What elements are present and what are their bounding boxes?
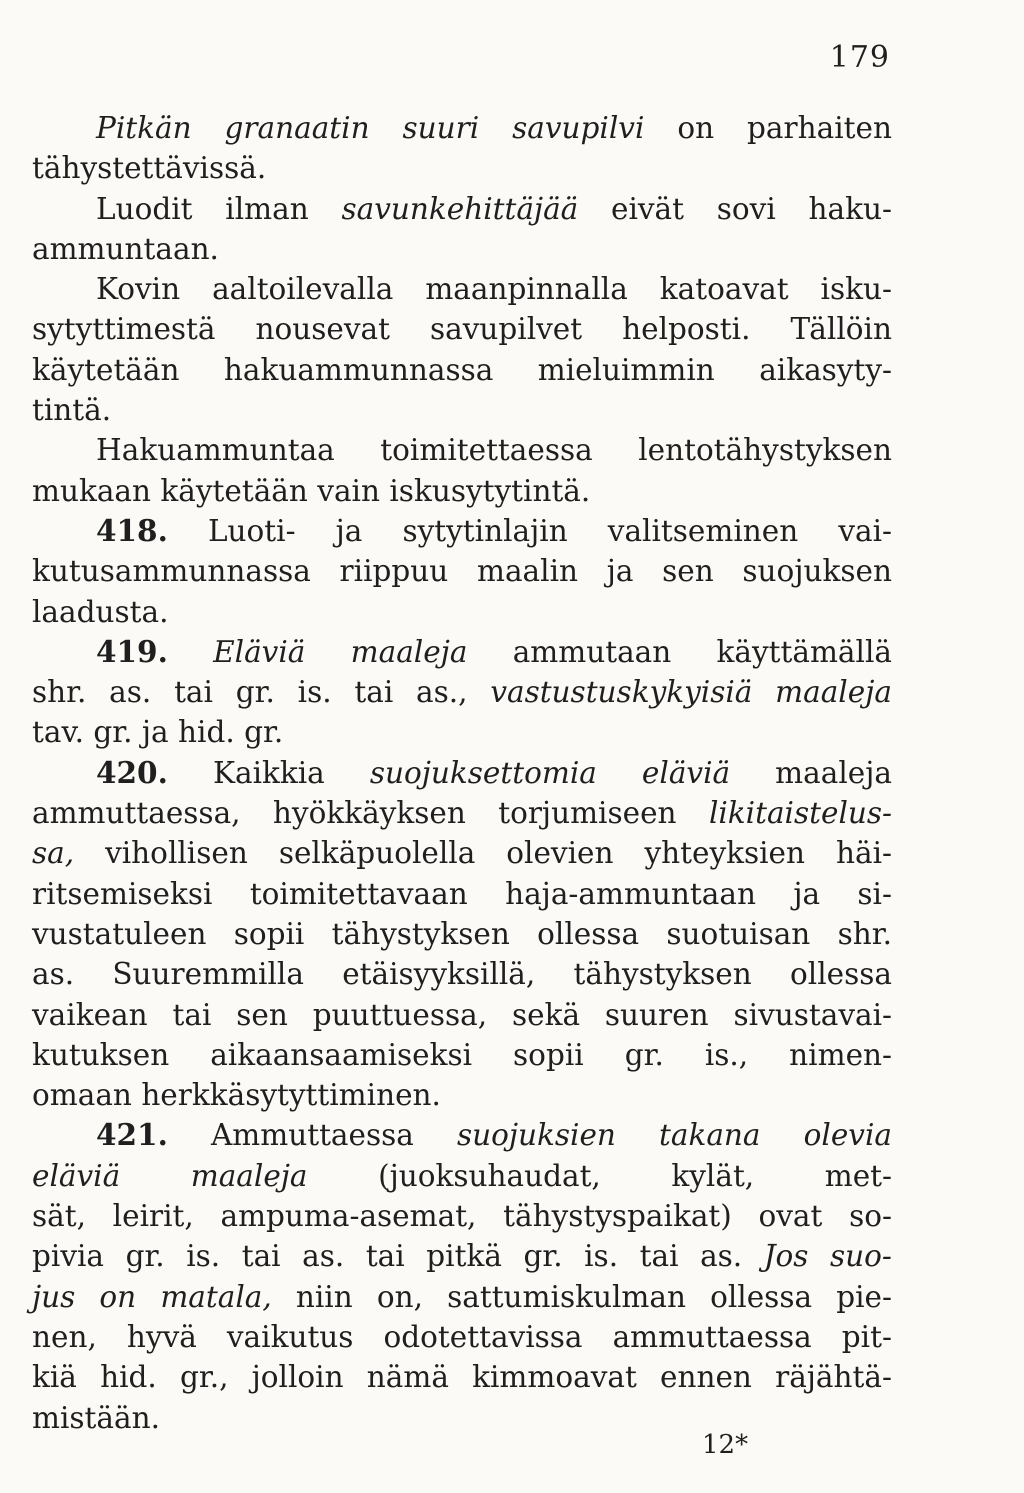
text-line: [32, 1115, 892, 1155]
text-line: [32, 874, 892, 914]
word: suojuksien: [456, 1118, 616, 1153]
word: aikasyty-: [759, 352, 892, 387]
word: lentotähystyksen: [638, 433, 892, 468]
text-line: [32, 793, 892, 833]
word: maaleja: [775, 755, 892, 790]
word: as.: [302, 1239, 345, 1274]
word: hid.: [178, 715, 235, 750]
word: nousevat: [255, 312, 390, 347]
word: ja: [606, 554, 634, 589]
word: shr.: [32, 675, 87, 710]
word: vaikean: [32, 997, 148, 1032]
word: Kovin: [96, 272, 181, 307]
word: suuri: [402, 111, 480, 145]
word: omaan: [32, 1078, 132, 1113]
word: vain: [317, 473, 380, 508]
word: on: [99, 1279, 137, 1314]
word: sytytinlajin: [402, 513, 568, 548]
word: jolloin: [251, 1360, 344, 1395]
text-line: [32, 189, 892, 229]
word: suojuksettomia: [369, 755, 597, 790]
word: savupilvi: [512, 111, 645, 145]
text-line: [32, 1196, 892, 1236]
text-line: [32, 1398, 892, 1438]
word: ja: [141, 715, 169, 750]
word: nimen-: [789, 1037, 892, 1072]
word: riippuu: [339, 554, 449, 589]
word: haja-ammuntaan: [505, 876, 756, 911]
word: ollessa: [537, 916, 640, 951]
word: räjähtä-: [775, 1360, 892, 1395]
word: haku-: [808, 191, 892, 226]
word: ammutaan: [512, 634, 672, 669]
word: pie-: [836, 1279, 892, 1314]
text-line: [32, 511, 892, 551]
word: Pitkän: [96, 111, 192, 145]
text-line: [32, 753, 892, 793]
word: tai: [365, 1239, 405, 1274]
word: gr.: [523, 1239, 563, 1274]
word: vustatuleen: [32, 916, 207, 951]
word: sa,: [32, 836, 75, 871]
body-text: [32, 108, 892, 1438]
word: suotuisan: [666, 916, 811, 951]
text-line: [32, 108, 892, 148]
word: gr.: [93, 715, 133, 750]
word: Ammuttaessa: [210, 1118, 414, 1153]
word: gr.,: [179, 1360, 229, 1395]
word: matala,: [160, 1279, 272, 1314]
word: mistään.: [32, 1400, 160, 1435]
text-line: [32, 1277, 892, 1317]
word: herkkäsytyttiminen.: [141, 1078, 441, 1113]
word: as.,: [416, 675, 468, 710]
word: vaikutus: [226, 1319, 354, 1354]
word: tähystettävissä.: [32, 151, 267, 186]
word: mukaan: [32, 473, 152, 508]
word: leirit,: [112, 1199, 194, 1234]
word: etäisyyksillä,: [342, 957, 536, 992]
word: ennen: [660, 1360, 752, 1395]
word: tähystyksen: [331, 916, 510, 951]
word: sät,: [32, 1199, 86, 1234]
word: ollessa: [790, 957, 892, 992]
word: hyvä: [126, 1319, 197, 1354]
word: Luoti-: [207, 513, 296, 548]
paragraph-number: 418.: [96, 512, 168, 548]
word: ammuttaessa,: [32, 796, 241, 831]
word: kutuksen: [32, 1037, 170, 1072]
word: shr.: [837, 916, 892, 951]
word: (juoksuhaudat,: [378, 1158, 601, 1193]
word: parhaiten: [747, 111, 892, 145]
word: yhteyksien: [644, 836, 806, 871]
word: Hakuammuntaa: [96, 433, 335, 468]
word: hakuammunnassa: [223, 352, 494, 387]
text-line: [32, 833, 892, 873]
word: tai: [354, 675, 394, 710]
text-line: [32, 430, 892, 470]
word: pivia: [32, 1239, 105, 1274]
word: käytetään: [160, 473, 308, 508]
word: ja: [335, 513, 363, 548]
word: tähystyspaikat): [503, 1199, 732, 1234]
word: sekä: [511, 997, 581, 1032]
text-line: [32, 914, 892, 954]
word: käytetään: [32, 352, 180, 387]
word: gr.: [125, 1239, 165, 1274]
word: nämä: [366, 1360, 449, 1395]
word: savupilvet: [429, 312, 583, 347]
word: jus: [32, 1279, 76, 1314]
word: tav.: [32, 715, 84, 750]
word: tai: [639, 1239, 679, 1274]
word: sopii: [513, 1037, 584, 1072]
word: puuttuessa,: [312, 997, 488, 1032]
word: takana: [659, 1118, 761, 1153]
text-line: [32, 632, 892, 672]
word: Suuremmilla: [112, 957, 304, 992]
word: ampuma-asemat,: [220, 1199, 477, 1234]
word: sovi: [716, 191, 776, 226]
word: pit-: [841, 1319, 892, 1354]
text-line: [32, 672, 892, 712]
word: hid.: [100, 1360, 157, 1395]
word: mieluimmin: [537, 352, 715, 387]
text-line: [32, 269, 892, 309]
word: is.: [186, 1239, 221, 1274]
word: eläviä: [32, 1158, 121, 1193]
word: likitaistelus-: [708, 796, 892, 831]
word: ollessa: [710, 1279, 813, 1314]
text-line: [32, 1075, 892, 1115]
word: odotettavissa: [383, 1319, 583, 1354]
word: tai: [241, 1239, 281, 1274]
word: maalin: [476, 554, 579, 589]
word: ammuttaessa: [612, 1319, 812, 1354]
text-line: [32, 995, 892, 1035]
word: gr.: [244, 715, 284, 750]
signature-mark: 12*: [702, 1430, 749, 1460]
text-line: [32, 148, 892, 188]
word: kylät,: [671, 1158, 755, 1193]
word: ovat: [758, 1199, 823, 1234]
word: suojuksen: [742, 554, 892, 589]
page-number: 179: [829, 40, 890, 75]
word: vai-: [838, 513, 892, 548]
word: aaltoilevalla: [212, 272, 394, 307]
word: tai: [174, 675, 213, 710]
word: Kaikkia: [212, 755, 325, 790]
text-line: [32, 471, 892, 511]
word: on: [677, 111, 715, 145]
word: as.: [109, 675, 152, 710]
text-line: [32, 1035, 892, 1075]
word: gr.: [624, 1037, 664, 1072]
text-line: [32, 954, 892, 994]
text-line: [32, 592, 892, 632]
word: häi-: [836, 836, 892, 871]
word: selkäpuolella: [278, 836, 476, 871]
word: on,: [376, 1279, 423, 1314]
word: toimitettaessa: [380, 433, 593, 468]
word: is.: [584, 1239, 619, 1274]
word: aikaansaamiseksi: [210, 1037, 473, 1072]
word: is.: [297, 675, 332, 710]
word: tähystyksen: [573, 957, 752, 992]
word: gr.: [235, 675, 275, 710]
word: as.: [700, 1239, 743, 1274]
word: sattumiskulman: [447, 1279, 686, 1314]
word: iskusytytintä.: [389, 473, 591, 508]
word: ja: [793, 876, 821, 911]
paragraph-number: 419.: [96, 633, 168, 669]
word: kutusammunnassa: [32, 554, 311, 589]
word: käyttämällä: [716, 634, 892, 669]
word: suuren: [604, 997, 709, 1032]
word: suo-: [830, 1239, 892, 1274]
word: si-: [857, 876, 892, 911]
word: vastustuskykyisiä: [490, 675, 753, 710]
word: maaleja: [350, 634, 468, 669]
word: sivustavai-: [733, 997, 892, 1032]
word: tintä.: [32, 393, 112, 428]
word: valitseminen: [607, 513, 799, 548]
word: vihollisen: [105, 836, 248, 871]
word: maaleja: [190, 1158, 308, 1193]
word: sen: [236, 997, 288, 1032]
word: maanpinnalla: [425, 272, 628, 307]
word: met-: [824, 1158, 892, 1193]
word: is.,: [704, 1037, 749, 1072]
word: katoavat: [659, 272, 789, 307]
word: Jos: [763, 1239, 809, 1274]
word: niin: [295, 1279, 353, 1314]
word: Eläviä: [213, 634, 306, 669]
text-line: [32, 1357, 892, 1397]
word: ritsemiseksi: [32, 876, 213, 911]
word: sopii: [233, 916, 305, 951]
word: olevien: [506, 836, 614, 871]
word: kimmoavat: [472, 1360, 637, 1395]
word: pitkä: [426, 1239, 502, 1274]
word: helposti.: [622, 312, 751, 347]
word: as.: [32, 957, 75, 992]
word: maaleja: [775, 675, 892, 710]
text-line: [32, 390, 892, 430]
word: granaatin: [224, 111, 370, 145]
text-line: [32, 551, 892, 591]
word: olevia: [803, 1118, 892, 1153]
word: hyökkäyksen: [272, 796, 466, 831]
word: nen,: [32, 1319, 97, 1354]
text-line: [32, 350, 892, 390]
word: sen: [662, 554, 714, 589]
text-line: [32, 1236, 892, 1276]
text-line: [32, 1317, 892, 1357]
text-line: [32, 1156, 892, 1196]
word: eivät: [611, 191, 685, 226]
word: so-: [849, 1199, 892, 1234]
word: eläviä: [641, 755, 731, 790]
word: ammuntaan.: [32, 231, 219, 266]
word: ilman: [225, 191, 309, 226]
text-line: [32, 712, 892, 752]
text-line: [32, 309, 892, 349]
paragraph-number: 420.: [96, 754, 168, 790]
word: tai: [172, 997, 212, 1032]
paragraph-number: 421.: [96, 1117, 168, 1153]
word: savunkehittäjää: [341, 191, 579, 226]
word: laadusta.: [32, 594, 169, 629]
word: isku-: [820, 272, 892, 307]
word: torjumiseen: [498, 796, 677, 831]
word: kiä: [32, 1360, 77, 1395]
word: sytyttimestä: [32, 312, 216, 347]
word: toimitettavaan: [249, 876, 468, 911]
word: Luodit: [96, 191, 193, 226]
word: Tällöin: [790, 312, 892, 347]
text-line: [32, 229, 892, 269]
